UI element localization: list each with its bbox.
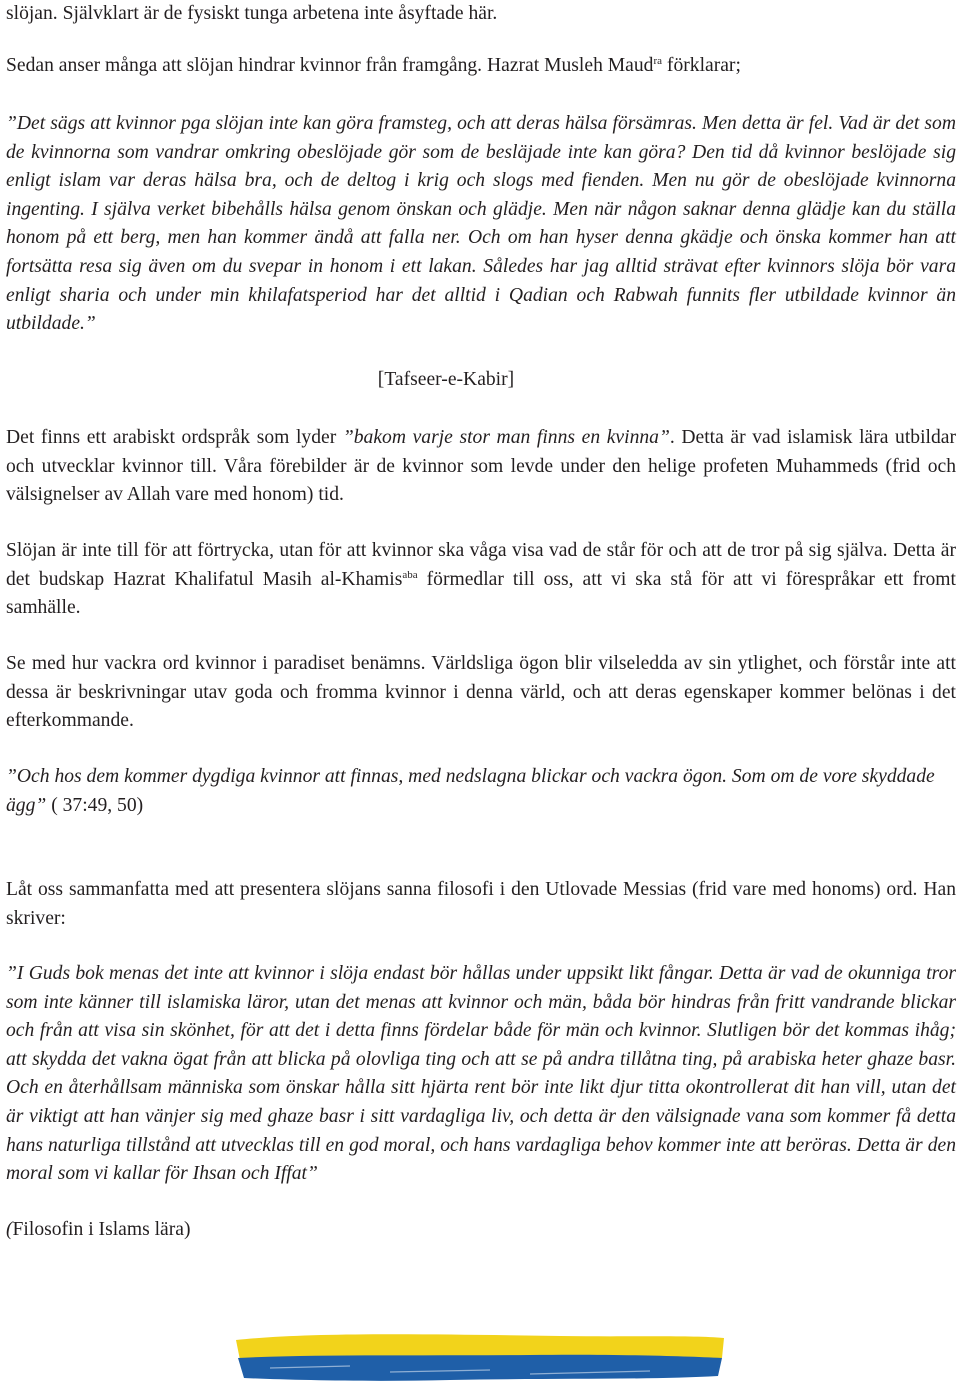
blue-brush-stroke bbox=[238, 1355, 722, 1381]
source-paren: ( bbox=[6, 1219, 13, 1240]
quote-tafseer: ”Det sägs att kvinnor pga slöjan inte kan göra framsteg, och att deras hälsa försämras. Men detta är fel. Vad är det som de kvinnorna som vandrar omkring obeslöjade gör som de besläjade inte kan göra? Den tid då kvinnor beslöjade sig enligt islam var deras hälsa bra, och de deltog i krig och slogs med fienden. Men nu gör de obeslöjade kvinnorna ingenting. I själva verket bibehålls hälsa genom önskan och glädje. Men när någon saknar denna glädje kan du ställa honom på ett berg, men han kommer ändå att falla ner. Och om han hyser denna gkädje och önska kommer han att fortsätta resa sig även om du svepar in honom i ett lakan. Således har jag alltid strävat efter kvinnors slöja bör vara enligt sharia och under min khilafatsperiod har det alltid i Qadian och Rabwah funnits fler utbildade kvinnor än utbildade.” bbox=[6, 113, 956, 335]
text: Slöjan är inte till för att förtrycka, utan för att kvinnor ska våga visa vad de står för och att de tror på sig själva. Detta är det budskap Hazrat Khalifatul Masih al-Khamis bbox=[6, 540, 956, 590]
source-title: Filosofin i Islams lära) bbox=[12, 1219, 191, 1240]
quran-quote: ”Och hos dem kommer dygdiga kvinnor att finnas, med nedslagna blickar och vackra ögon. Som om de vore skyddade ägg” bbox=[6, 766, 935, 816]
paragraph-paradise: Se med hur vackra ord kvinnor i paradiset benämns. Världsliga ögon blir vilseledda av sin ytlighet, och förstår inte att dessa är beskrivningar utav goda och fromma kvinnor i denna värld, och att deras egenskaper kommer belönas i det efterkommande. bbox=[6, 653, 956, 732]
quote-promised-messiah: ”I Guds bok menas det inte att kvinnor i slöja endast bör hållas under uppsikt likt fångar. Detta är vad de okunniga tror som inte känner till islamiska läror, utan det menas att kvinnor och män, båda bör hindras från fritt vandrande blickar och från att visa sin skönhet, för att det i detta finns fördelar både för män och kvinnor. Slutligen bör det kommas ihåg; att skydda det vakna ögat från att blicka på olovliga ting och att se på andra tillåtna ting, på arabiska heter ghaze basr. Och en återhållsam människa som önskar hålla sitt hjärta rent bör inte likt djur titta okontrollerat dit han vill, utan det är viktigt att han vänjer sig med ghaze basr i sitt vardagliga liv, och detta är den välsignade vana som kommer få detta hans naturliga tillstånd att utvecklas till en god moral, och hans vardagliga behov kommer inte att beröras. Detta är den moral som vi kallar för Ihsan och Iffat” bbox=[6, 963, 956, 1185]
paragraph-musleh-maud bbox=[6, 52, 956, 81]
quran-reference: ( 37:49, 50) bbox=[46, 794, 144, 816]
proverb-quote: ”bakom varje stor man finns en kvinna” bbox=[342, 427, 670, 448]
quote-quran bbox=[6, 763, 956, 820]
text: förklarar; bbox=[662, 55, 741, 76]
honorific-aba: aba bbox=[402, 568, 418, 581]
paragraph-veil-purpose bbox=[6, 537, 956, 623]
text: . Detta är vad islamisk lära utbildar och utvecklar kvinnor till. Våra förebilder är de kvinnor som levde under den helige profeten Muhammeds (frid och välsignelser av Allah vare med honom) tid. bbox=[6, 427, 957, 506]
text: Det finns ett arabiskt ordspråk som lyder bbox=[6, 427, 343, 448]
honorific-ra: ra bbox=[653, 55, 663, 67]
text: förmedlar till oss, att vi ska stå för att vi förespråkar ett fromt samhälle. bbox=[6, 568, 956, 619]
brush-stroke-decoration bbox=[230, 1328, 730, 1384]
quote-source-filosofin bbox=[6, 1216, 956, 1245]
paragraph-proverb bbox=[6, 424, 956, 510]
paragraph-summary: Låt oss sammanfatta med att presentera slöjans sanna filosofi i den Utlovade Messias (frid vare med honoms) ord. Han skriver: bbox=[6, 879, 956, 929]
paragraph-intro: slöjan. Självklart är de fysiskt tunga arbetena inte åsyftade här. bbox=[6, 3, 498, 24]
text: Sedan anser många att slöjan hindrar kvinnor från framgång. Hazrat Musleh Maud bbox=[6, 55, 654, 76]
quote-source-tafseer: [Tafseer-e-Kabir] bbox=[377, 369, 515, 390]
